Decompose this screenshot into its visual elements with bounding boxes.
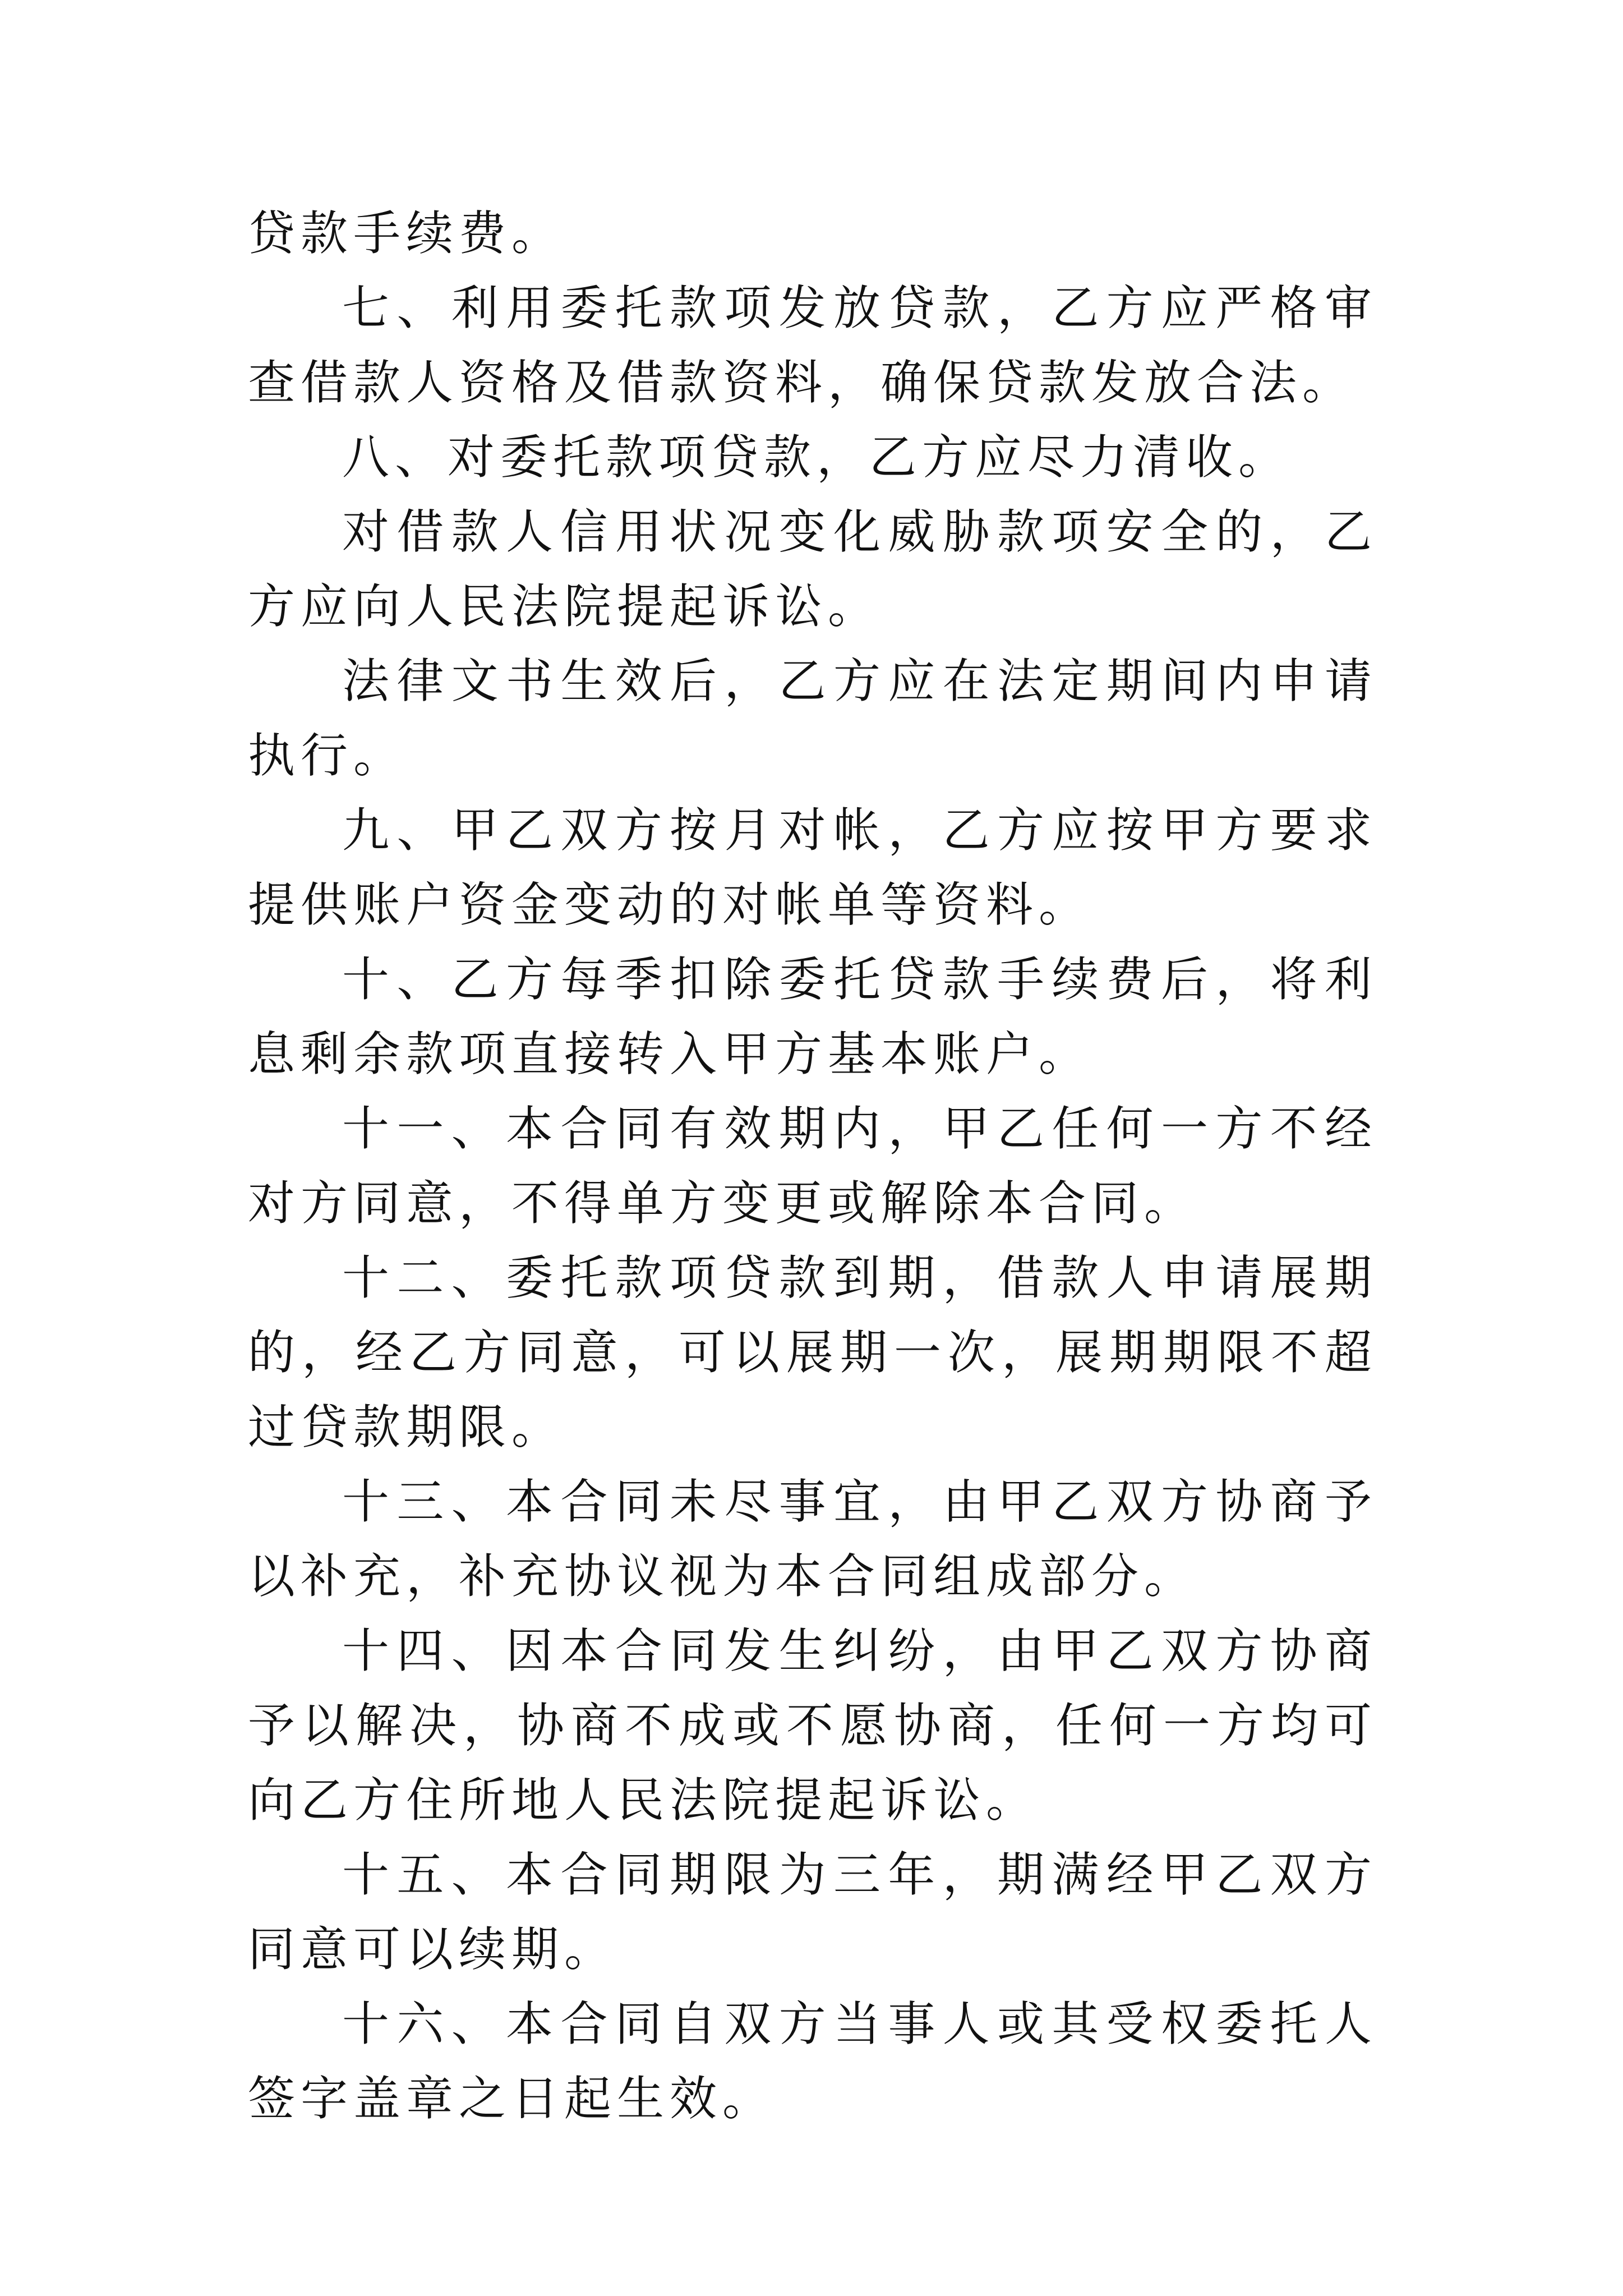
clause-16: 十六、本合同自双方当事人或其受权委托人签字盖章之日起生效。 xyxy=(248,1996,1377,2126)
clause-13: 十三、本合同未尽事宜，由甲乙双方协商予以补充，补充协议视为本合同组成部分。 xyxy=(248,1474,1377,1604)
clause-9: 九、甲乙双方按月对帐，乙方应按甲方要求提供账户资金变动的对帐单等资料。 xyxy=(248,803,1377,932)
clause-12: 十二、委托款项贷款到期，借款人申请展期的，经乙方同意，可以展期一次，展期期限不超过贷款期限。 xyxy=(248,1250,1377,1455)
clause-8-detail-lawsuit: 对借款人信用状况变化威胁款项安全的，乙方应向人民法院提起诉讼。 xyxy=(248,504,1377,634)
document-body xyxy=(248,196,1377,2136)
clause-14: 十四、因本合同发生纠纷，由甲乙双方协商予以解决，协商不成或不愿协商，任何一方均可向乙方住所地人民法院提起诉讼。 xyxy=(248,1623,1377,1828)
clause-7: 七、利用委托款项发放贷款，乙方应严格审查借款人资格及借款资料，确保贷款发放合法。 xyxy=(248,280,1377,410)
paragraph-continuation: 贷款手续费。 xyxy=(248,206,565,261)
clause-8: 八、对委托款项贷款，乙方应尽力清收。 xyxy=(342,430,1292,485)
clause-15: 十五、本合同期限为三年，期满经甲乙双方同意可以续期。 xyxy=(248,1847,1377,1977)
clause-8-detail-execution: 法律文书生效后，乙方应在法定期间内申请执行。 xyxy=(248,654,1377,783)
clause-11: 十一、本合同有效期内，甲乙任何一方不经对方同意，不得单方变更或解除本合同。 xyxy=(248,1101,1377,1231)
clause-10: 十、乙方每季扣除委托贷款手续费后，将利息剩余款项直接转入甲方基本账户。 xyxy=(248,952,1377,1082)
